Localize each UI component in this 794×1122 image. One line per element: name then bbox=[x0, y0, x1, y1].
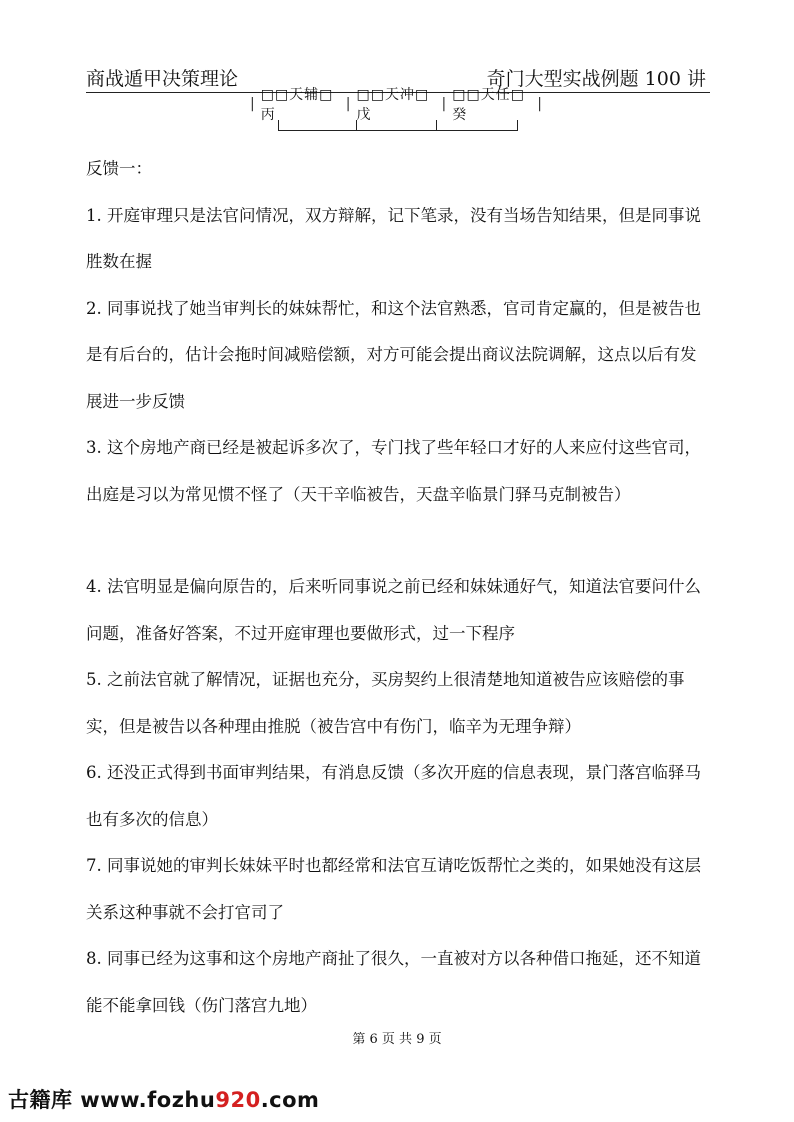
header-left-title: 商战遁甲决策理论 bbox=[86, 68, 239, 90]
list-item: 7. 同事说她的审判长妹妹平时也都经常和法官互请吃饭帮忙之类的，如果她没有这层关系这种事就不会打官司了 bbox=[86, 856, 701, 922]
document-body bbox=[86, 146, 712, 1029]
list-item: 1. 开庭审理只是法官问情况，双方辩解，记下笔录，没有当场告知结果，但是同事说胜数在握 bbox=[86, 205, 701, 271]
header-right-title: 奇门大型实战例题 100 讲 bbox=[486, 68, 706, 90]
page-number: 第 6 页 共 9 页 bbox=[352, 1032, 442, 1047]
list-item: 3. 这个房地产商已经是被起诉多次了，专门找了些年轻口才好的人来应付这些官司，出庭是习以为常见惯不怪了（天干辛临被告，天盘辛临景门驿马克制被告） bbox=[86, 438, 701, 504]
grid-cell-3: □□天任□癸 bbox=[452, 87, 525, 123]
list-item: 4. 法官明显是偏向原告的，后来听同事说之前已经和妹妹通好气，知道法官要问什么问题，准备好答案，不过开庭审理也要做形式，过一下程序 bbox=[86, 577, 701, 643]
list-item: 6. 还没正式得到书面审判结果，有消息反馈（多次开庭的信息表现，景门落宫临驿马也有多次的信息） bbox=[86, 763, 701, 829]
grid-row: | □□天辅□丙 | □□天冲□戊 | □□天任□癸 | bbox=[248, 94, 544, 114]
watermark-prefix: 古籍库 www.fozhu bbox=[8, 1088, 216, 1112]
list-item: 2. 同事说找了她当审判长的妹妹帮忙，和这个法官熟悉，官司肯定赢的，但是被告也是有后台的，估计会拖时间减赔偿额，对方可能会提出商议法院调解，这点以后有发展进一步反馈 bbox=[86, 298, 701, 411]
list-item: 8. 同事已经为这事和这个房地产商扯了很久，一直被对方以各种借口拖延，还不知道能不能拿回钱（伤门落宫九地） bbox=[86, 949, 701, 1015]
watermark-suffix: .com bbox=[260, 1088, 320, 1112]
grid-cell-1: □□天辅□丙 bbox=[260, 87, 334, 123]
grid-bottom-border bbox=[278, 120, 518, 131]
list-item: 5. 之前法官就了解情况，证据也充分，买房契约上很清楚地知道被告应该赔偿的事实，但是被告以各种理由推脱（被告宫中有伤门，临辛为无理争辩） bbox=[86, 670, 685, 736]
site-watermark bbox=[8, 1084, 319, 1114]
grid-cell-2: □□天冲□戊 bbox=[356, 87, 430, 123]
watermark-number: 920 bbox=[215, 1088, 261, 1112]
feedback-heading: 反馈一： bbox=[86, 159, 152, 178]
